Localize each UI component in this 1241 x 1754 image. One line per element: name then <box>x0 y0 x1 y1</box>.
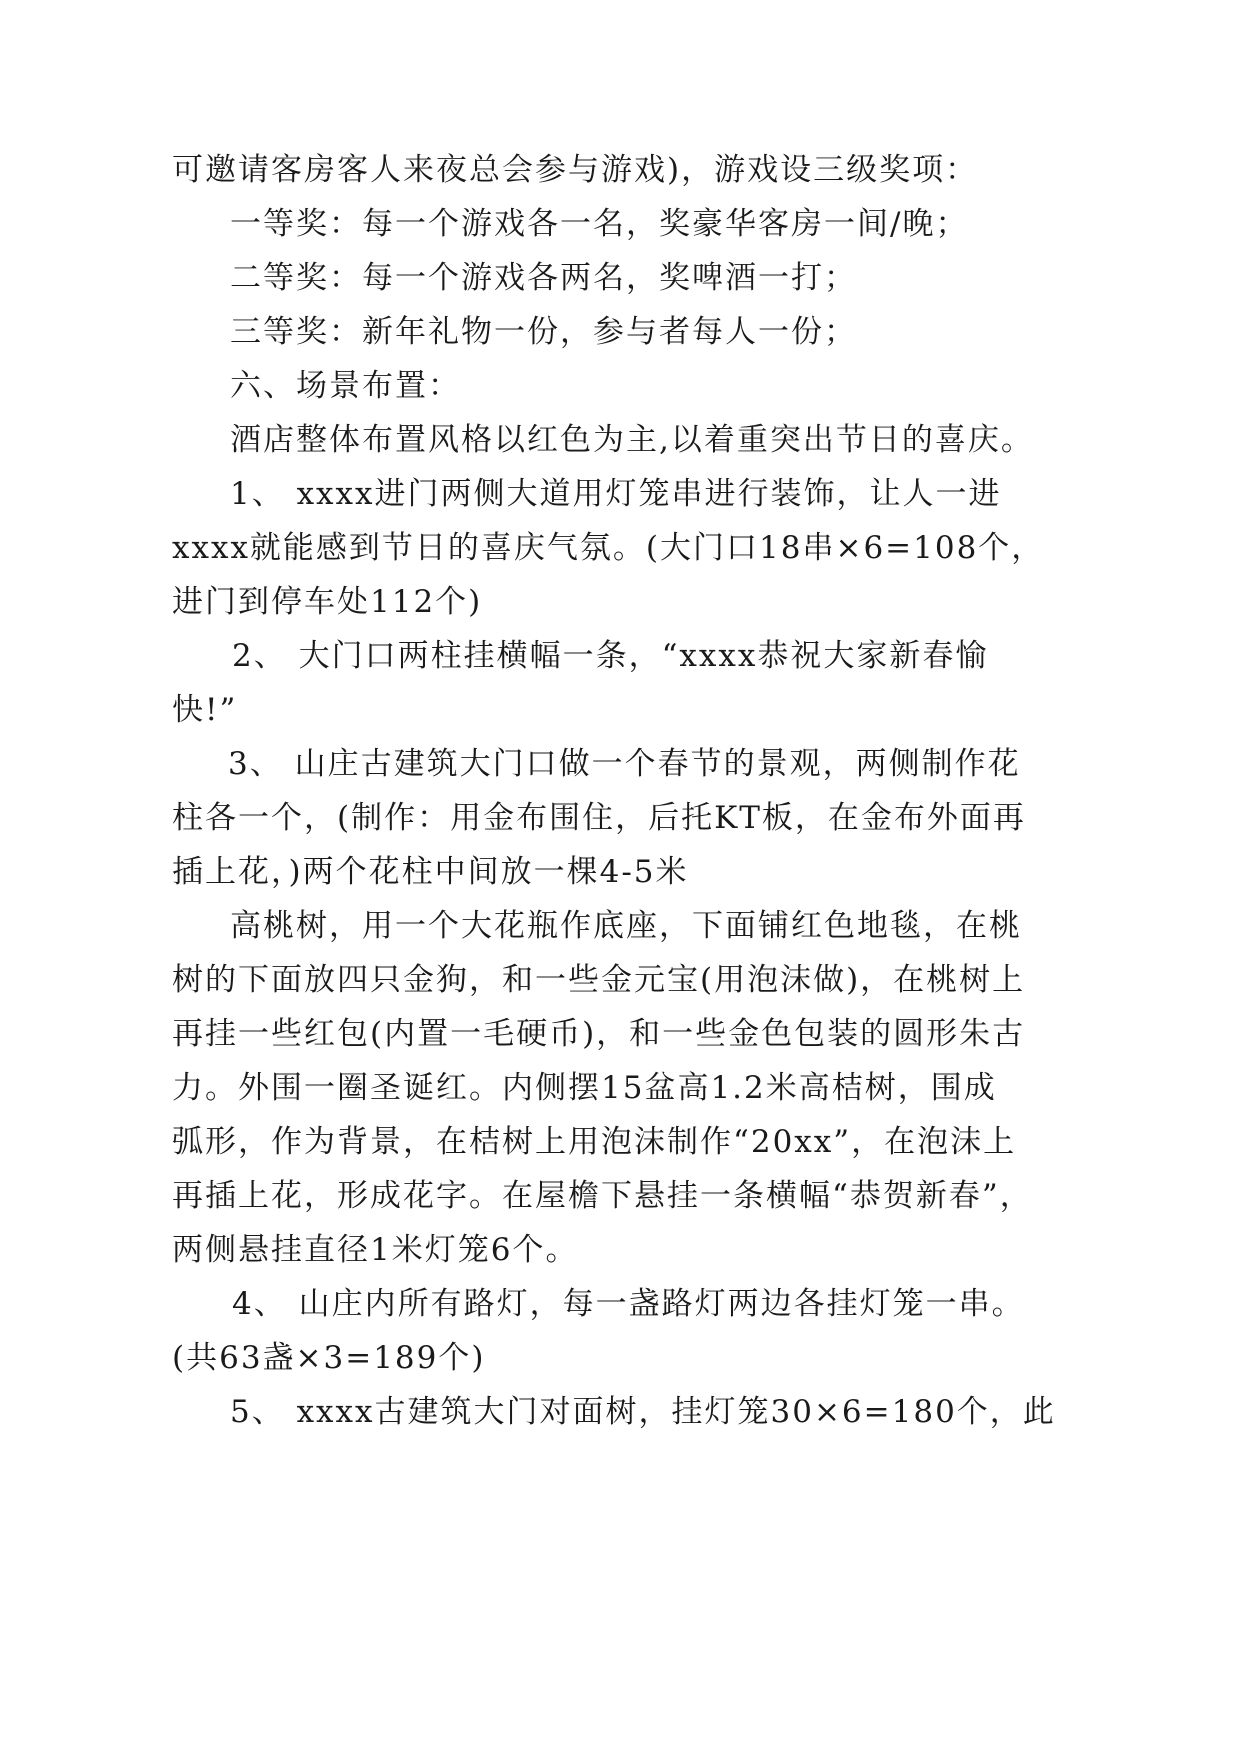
text-line: xxxx就能感到节日的喜庆气氛。(大门口18串×6=108个， <box>172 530 1045 566</box>
text-line: 1、 xxxx进门两侧大道用灯笼串进行装饰，让人一进 <box>230 476 1002 512</box>
text-line: 力。外围一圈圣诞红。内侧摆15盆高1.2米高桔树，围成 <box>172 1070 997 1106</box>
text-line: 二等奖：每一个游戏各两名，奖啤酒一打； <box>230 260 857 296</box>
text-line: 快!” <box>172 692 238 728</box>
text-line: 再挂一些红包(内置一毛硬币)，和一些金色包装的圆形朱古 <box>172 1016 1026 1052</box>
text-line: 两侧悬挂直径1米灯笼6个。 <box>172 1232 579 1268</box>
text-line: 3、 山庄古建筑大门口做一个春节的景观，两侧制作花 <box>228 746 1021 782</box>
text-line: 进门到停车处112个) <box>172 584 483 620</box>
text-line: 三等奖：新年礼物一份，参与者每人一份； <box>230 314 857 350</box>
text-line: 再插上花，形成花字。在屋檐下悬挂一条横幅“恭贺新春”， <box>172 1178 1033 1214</box>
section-heading: 六、场景布置： <box>230 368 461 404</box>
text-line: 一等奖：每一个游戏各一名，奖豪华客房一间/晚； <box>230 206 969 242</box>
text-line: 2、 大门口两柱挂横幅一条，“xxxx恭祝大家新春愉 <box>232 638 989 674</box>
text-line: 插上花，)两个花柱中间放一棵4-5米 <box>172 854 689 890</box>
text-line: 4、 山庄内所有路灯，每一盏路灯两边各挂灯笼一串。 <box>232 1286 1025 1322</box>
text-line: 可邀请客房客人来夜总会参与游戏)，游戏设三级奖项： <box>172 152 979 188</box>
text-line: 酒店整体布置风格以红色为主,以着重突出节日的喜庆。 <box>230 422 1034 458</box>
text-line: 弧形，作为背景，在桔树上用泡沫制作“20xx”，在泡沫上 <box>172 1124 1017 1160</box>
text-line: 高桃树，用一个大花瓶作底座，下面铺红色地毯，在桃 <box>230 908 1022 944</box>
text-line: 5、 xxxx古建筑大门对面树，挂灯笼30×6=180个，此 <box>230 1394 1056 1430</box>
text-line: 柱各一个，(制作：用金布围住，后托KT板，在金布外面再 <box>172 800 1026 836</box>
text-line: (共63盏×3=189个) <box>172 1340 486 1376</box>
text-line: 树的下面放四只金狗，和一些金元宝(用泡沫做)，在桃树上 <box>172 962 1026 998</box>
